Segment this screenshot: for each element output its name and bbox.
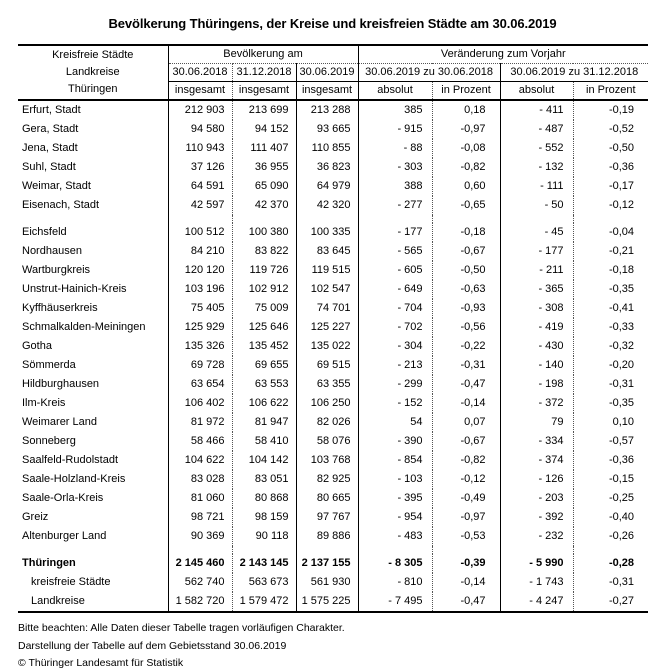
value-cell: 93 665 [296,120,358,139]
value-cell: 69 728 [168,356,232,375]
value-cell: - 395 [358,489,432,508]
row-label: Wartburgkreis [22,264,91,276]
row-label: Sömmerda [22,359,76,371]
row-label: Sonneberg [22,435,76,447]
table-row [18,413,648,432]
value-cell: 561 930 [296,573,358,592]
value-cell: -0,22 [432,337,500,356]
value-cell: -0,33 [573,318,648,337]
value-cell: - 299 [358,375,432,394]
value-cell: -0,35 [573,394,648,413]
table-row [18,375,648,394]
measure-column-header: in Prozent [432,82,500,101]
value-cell: - 411 [500,100,573,120]
value-cell: -0,12 [573,196,648,215]
value-cell: -0,97 [432,508,500,527]
value-cell: 388 [358,177,432,196]
value-cell: -0,04 [573,223,648,242]
value-cell: 102 912 [232,280,296,299]
footnote-preliminary: Bitte beachten: Alle Daten dieser Tabelle tragen vorläufigen Charakter. [18,622,345,634]
value-cell: 0,07 [432,413,500,432]
stub-line-kreisfreie-staedte: Kreisfreie Städte [52,49,134,61]
value-cell: - 704 [358,299,432,318]
value-cell: 63 654 [168,375,232,394]
value-cell: -0,56 [432,318,500,337]
table-body [18,100,648,612]
value-cell: -0,65 [432,196,500,215]
value-cell: - 5 990 [500,554,573,573]
value-cell: 106 622 [232,394,296,413]
value-cell: 81 947 [232,413,296,432]
value-cell: -0,49 [432,489,500,508]
value-cell: - 7 495 [358,592,432,612]
value-cell: -0,82 [432,158,500,177]
value-cell: - 8 305 [358,554,432,573]
table-row [18,592,648,612]
row-label: Weimar, Stadt [22,180,91,192]
footnotes [18,623,665,668]
value-cell: - 374 [500,451,573,470]
measure-column-header: insgesamt [232,82,296,101]
value-cell: 89 886 [296,527,358,546]
measure-column-header: absolut [358,82,432,101]
value-cell: - 177 [500,242,573,261]
value-cell: -0,19 [573,100,648,120]
value-cell: 81 972 [168,413,232,432]
row-label: Suhl, Stadt [22,161,76,173]
value-cell: -0,17 [573,177,648,196]
value-cell: -0,41 [573,299,648,318]
value-cell: - 365 [500,280,573,299]
value-cell: 563 673 [232,573,296,592]
value-cell: 135 022 [296,337,358,356]
value-cell: 119 515 [296,261,358,280]
value-cell: - 140 [500,356,573,375]
value-cell: - 565 [358,242,432,261]
value-cell: 75 009 [232,299,296,318]
value-cell: 125 227 [296,318,358,337]
value-cell: 100 335 [296,223,358,242]
row-label: Saale-Holzland-Kreis [22,473,126,485]
value-cell: -0,28 [573,554,648,573]
value-cell: - 277 [358,196,432,215]
row-label: Gera, Stadt [22,123,79,135]
table-row [18,280,648,299]
row-label: kreisfreie Städte [31,576,111,588]
value-cell: 63 355 [296,375,358,394]
row-label: Schmalkalden-Meiningen [22,321,146,333]
value-cell: -0,63 [432,280,500,299]
value-cell: - 45 [500,223,573,242]
period-column-header: 30.06.2019 zu 30.06.2018 [358,64,500,82]
value-cell: -0,67 [432,432,500,451]
value-cell: -0,36 [573,158,648,177]
row-label: Saalfeld-Rudolstadt [22,454,119,466]
section-gap [18,546,648,554]
value-cell: - 88 [358,139,432,158]
value-cell: -0,47 [432,592,500,612]
value-cell: 562 740 [168,573,232,592]
value-cell: 100 380 [232,223,296,242]
value-cell: 58 466 [168,432,232,451]
value-cell: - 392 [500,508,573,527]
value-cell: -0,18 [573,261,648,280]
value-cell: 84 210 [168,242,232,261]
table-row [18,223,648,242]
footnote-territorial-status: Darstellung der Tabelle auf dem Gebietsstand 30.06.2019 [18,639,287,652]
table-row [18,120,648,139]
value-cell: - 649 [358,280,432,299]
value-cell: 213 288 [296,100,358,120]
stub-header [18,45,168,100]
row-label: Jena, Stadt [22,142,78,154]
value-cell: 97 767 [296,508,358,527]
value-cell: 80 665 [296,489,358,508]
value-cell: 119 726 [232,261,296,280]
row-label: Greiz [22,511,49,523]
value-cell: 81 060 [168,489,232,508]
value-cell: 75 405 [168,299,232,318]
value-cell: -0,50 [432,261,500,280]
footnote-copyright: © Thüringer Landesamt für Statistik [18,657,184,668]
value-cell: 63 553 [232,375,296,394]
table-row [18,489,648,508]
table-row [18,470,648,489]
value-cell: - 854 [358,451,432,470]
value-cell: 1 579 472 [232,592,296,612]
value-cell: -0,35 [573,280,648,299]
value-cell: - 954 [358,508,432,527]
measure-column-header: insgesamt [168,82,232,101]
value-cell: -0,15 [573,470,648,489]
value-cell: -0,40 [573,508,648,527]
value-cell: - 308 [500,299,573,318]
value-cell: -0,50 [573,139,648,158]
row-label: Nordhausen [22,245,82,257]
value-cell: 65 090 [232,177,296,196]
value-cell: - 132 [500,158,573,177]
value-cell: - 103 [358,470,432,489]
section-gap [18,215,648,223]
value-cell: -0,18 [432,223,500,242]
table-row [18,242,648,261]
value-cell: -0,67 [432,242,500,261]
table-row [18,261,648,280]
header-row-groups [18,45,648,64]
value-cell: - 126 [500,470,573,489]
table-row [18,139,648,158]
value-cell: 2 145 460 [168,554,232,573]
value-cell: 36 823 [296,158,358,177]
row-label: Thüringen [22,557,76,569]
value-cell: - 483 [358,527,432,546]
page-title: Bevölkerung Thüringens, der Kreise und kreisfreien Städte am 30.06.2019 [108,16,557,31]
value-cell: 135 452 [232,337,296,356]
value-cell: 125 646 [232,318,296,337]
value-cell: 83 645 [296,242,358,261]
row-label: Ilm-Kreis [22,397,66,409]
value-cell: - 203 [500,489,573,508]
value-cell: 58 410 [232,432,296,451]
value-cell: 83 051 [232,470,296,489]
value-cell: 103 768 [296,451,358,470]
value-cell: 0,60 [432,177,500,196]
value-cell: 82 026 [296,413,358,432]
row-label: Hildburghausen [22,378,100,390]
table-row [18,394,648,413]
value-cell: 98 721 [168,508,232,527]
value-cell: 135 326 [168,337,232,356]
value-cell: 106 250 [296,394,358,413]
value-cell: 37 126 [168,158,232,177]
value-cell: 82 925 [296,470,358,489]
value-cell: - 4 247 [500,592,573,612]
table-row [18,508,648,527]
row-label: Kyffhäuserkreis [22,302,98,314]
value-cell: -0,93 [432,299,500,318]
value-cell: - 303 [358,158,432,177]
table-row [18,573,648,592]
value-cell: -0,20 [573,356,648,375]
value-cell: -0,47 [432,375,500,394]
value-cell: - 430 [500,337,573,356]
value-cell: - 177 [358,223,432,242]
value-cell: 94 152 [232,120,296,139]
value-cell: 2 137 155 [296,554,358,573]
table-row [18,337,648,356]
measure-column-header: in Prozent [573,82,648,101]
value-cell: 212 903 [168,100,232,120]
value-cell: - 334 [500,432,573,451]
measure-column-header: insgesamt [296,82,358,101]
date-column-header: 30.06.2019 [296,64,358,82]
value-cell: 98 159 [232,508,296,527]
value-cell: - 304 [358,337,432,356]
row-label: Altenburger Land [22,530,107,542]
value-cell: 213 699 [232,100,296,120]
value-cell: - 211 [500,261,573,280]
value-cell: -0,26 [573,527,648,546]
stub-line-landkreise: Landkreise [65,66,120,78]
table-header [18,45,648,100]
population-table [18,44,648,613]
table-row [18,432,648,451]
value-cell: 385 [358,100,432,120]
value-cell: -0,12 [432,470,500,489]
value-cell: 58 076 [296,432,358,451]
value-cell: 100 512 [168,223,232,242]
value-cell: 90 118 [232,527,296,546]
value-cell: 64 979 [296,177,358,196]
table-row [18,158,648,177]
value-cell: - 702 [358,318,432,337]
value-cell: 1 575 225 [296,592,358,612]
value-cell: 80 868 [232,489,296,508]
value-cell: 64 591 [168,177,232,196]
value-cell: -0,27 [573,592,648,612]
value-cell: 2 143 145 [232,554,296,573]
value-cell: - 213 [358,356,432,375]
value-cell: - 487 [500,120,573,139]
value-cell: 103 196 [168,280,232,299]
value-cell: -0,14 [432,394,500,413]
value-cell: -0,39 [432,554,500,573]
value-cell: 102 547 [296,280,358,299]
value-cell: 104 142 [232,451,296,470]
value-cell: 54 [358,413,432,432]
value-cell: 1 582 720 [168,592,232,612]
value-cell: 42 320 [296,196,358,215]
table-row [18,318,648,337]
table-row [18,451,648,470]
value-cell: - 50 [500,196,573,215]
population-group-header: Bevölkerung am [168,45,358,64]
value-cell: 0,10 [573,413,648,432]
value-cell: - 419 [500,318,573,337]
value-cell: - 605 [358,261,432,280]
value-cell: 110 855 [296,139,358,158]
value-cell: - 1 743 [500,573,573,592]
value-cell: -0,21 [573,242,648,261]
value-cell: 90 369 [168,527,232,546]
value-cell: - 198 [500,375,573,394]
table-row [18,100,648,120]
value-cell: - 152 [358,394,432,413]
value-cell: -0,52 [573,120,648,139]
value-cell: -0,82 [432,451,500,470]
value-cell: - 232 [500,527,573,546]
value-cell: -0,36 [573,451,648,470]
value-cell: 74 701 [296,299,358,318]
value-cell: - 111 [500,177,573,196]
value-cell: 42 597 [168,196,232,215]
value-cell: 94 580 [168,120,232,139]
value-cell: 83 028 [168,470,232,489]
value-cell: -0,32 [573,337,648,356]
value-cell: 104 622 [168,451,232,470]
value-cell: 42 370 [232,196,296,215]
value-cell: - 552 [500,139,573,158]
value-cell: - 810 [358,573,432,592]
date-column-header: 31.12.2018 [232,64,296,82]
stub-line-thueringen: Thüringen [67,83,118,95]
row-label: Gotha [22,340,52,352]
value-cell: 83 822 [232,242,296,261]
value-cell: 110 943 [168,139,232,158]
value-cell: -0,25 [573,489,648,508]
date-column-header: 30.06.2018 [168,64,232,82]
period-column-header: 30.06.2019 zu 31.12.2018 [500,64,648,82]
value-cell: -0,97 [432,120,500,139]
value-cell: -0,57 [573,432,648,451]
value-cell: - 372 [500,394,573,413]
table-row [18,527,648,546]
value-cell: 69 655 [232,356,296,375]
table-row [18,356,648,375]
value-cell: -0,31 [432,356,500,375]
row-label: Weimarer Land [22,416,97,428]
measure-column-header: absolut [500,82,573,101]
row-label: Eichsfeld [22,226,67,238]
value-cell: -0,14 [432,573,500,592]
table-row [18,196,648,215]
row-label: Saale-Orla-Kreis [22,492,104,504]
value-cell: -0,53 [432,527,500,546]
row-label: Landkreise [18,592,168,612]
table-row [18,554,648,573]
value-cell: - 915 [358,120,432,139]
value-cell: 36 955 [232,158,296,177]
value-cell: - 390 [358,432,432,451]
value-cell: 79 [500,413,573,432]
value-cell: 106 402 [168,394,232,413]
value-cell: 125 929 [168,318,232,337]
row-label: Unstrut-Hainich-Kreis [22,283,127,295]
value-cell: 69 515 [296,356,358,375]
value-cell: -0,31 [573,573,648,592]
value-cell: -0,08 [432,139,500,158]
table-row [18,299,648,318]
value-cell: 0,18 [432,100,500,120]
change-group-header: Veränderung zum Vorjahr [358,45,648,64]
value-cell: 120 120 [168,261,232,280]
table-row [18,177,648,196]
value-cell: -0,31 [573,375,648,394]
value-cell: 111 407 [232,139,296,158]
row-label: Eisenach, Stadt [22,199,100,211]
row-label: Erfurt, Stadt [22,104,81,116]
